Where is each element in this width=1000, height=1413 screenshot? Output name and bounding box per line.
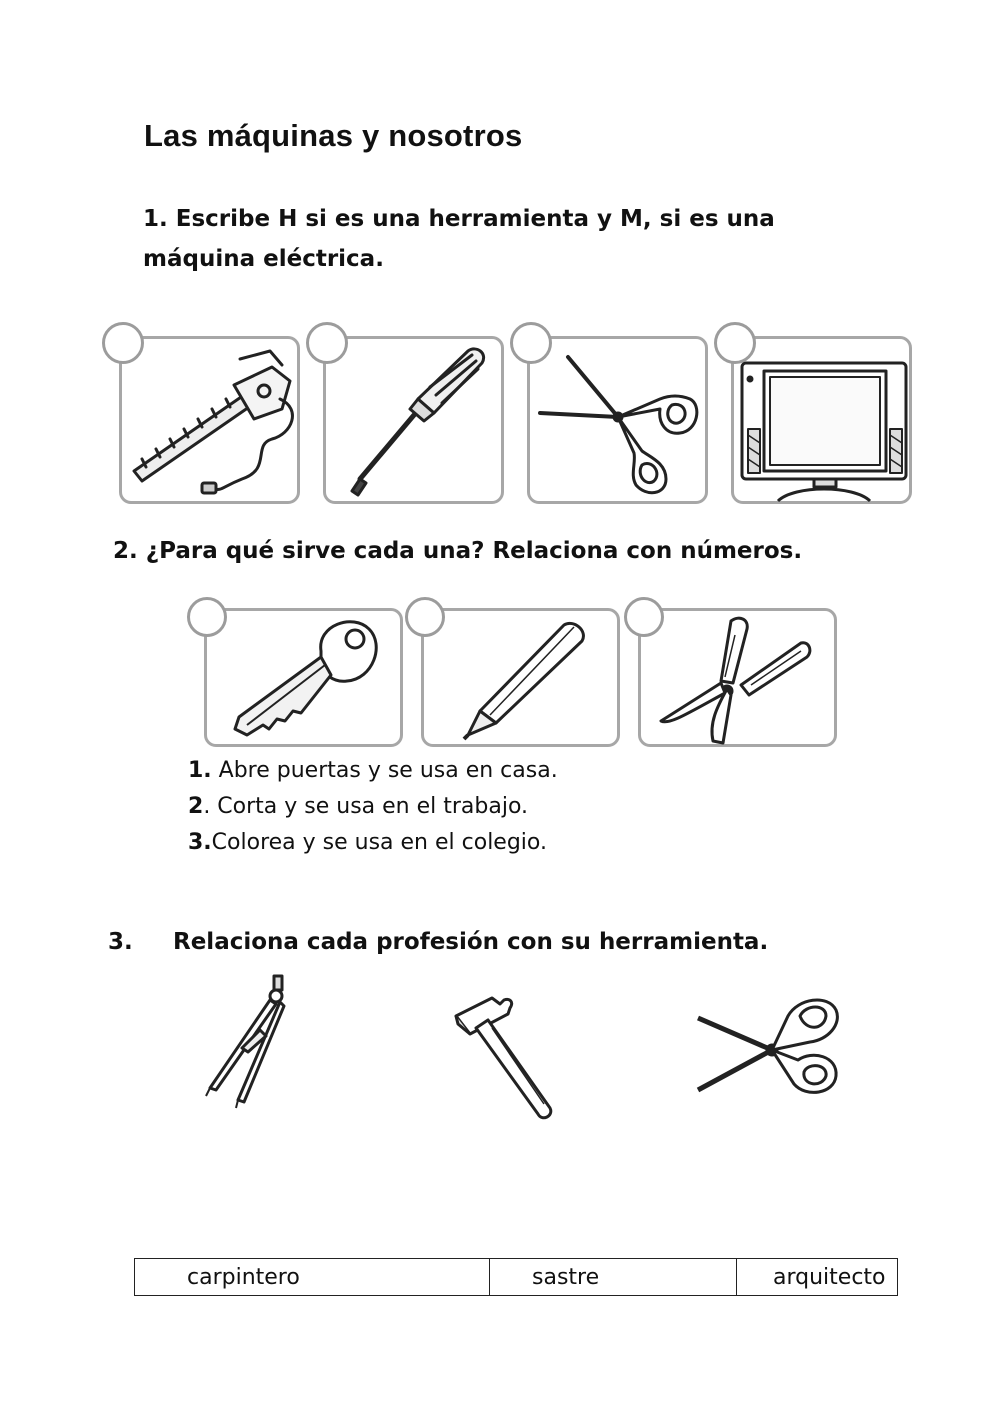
option-3-text: Colorea y se usa en el colegio. <box>211 830 547 855</box>
crayon-icon <box>424 611 623 750</box>
answer-box-crayon <box>421 608 620 747</box>
question-1-text: 1. Escribe H si es una herramienta y M, si es una máquina eléctrica. <box>143 206 775 272</box>
option-3 <box>188 825 558 861</box>
option-2-text: . Corta y se usa en el trabajo. <box>203 794 529 819</box>
answer-box-television <box>731 336 912 504</box>
answer-circle-crayon[interactable] <box>405 597 445 637</box>
answer-circle-1[interactable] <box>102 322 144 364</box>
answer-circle-key[interactable] <box>187 597 227 637</box>
profession-cell-1: carpintero <box>135 1259 490 1296</box>
question-3-text: Relaciona cada profesión con su herramienta. <box>173 929 769 955</box>
option-1-number: 1. <box>188 758 212 783</box>
option-1 <box>188 753 558 789</box>
answer-circle-pruning-shears[interactable] <box>624 597 664 637</box>
professions-table <box>134 1258 898 1296</box>
scissors-icon <box>530 339 711 507</box>
tool-scissors <box>688 990 848 1100</box>
question-3-number: 3. <box>108 929 133 955</box>
option-2 <box>188 789 558 825</box>
option-3-number: 3. <box>188 830 212 855</box>
profession-cell-2: sastre <box>490 1259 737 1296</box>
answer-box-hedge-trimmer <box>119 336 300 504</box>
answer-box-screwdriver <box>323 336 504 504</box>
key-icon <box>207 611 406 750</box>
option-2-number: 2 <box>188 794 204 819</box>
pruning-shears-icon <box>641 611 840 750</box>
page-title: Las máquinas y nosotros <box>144 118 523 153</box>
compass-icon <box>196 970 306 1110</box>
answer-box-pruning-shears <box>638 608 837 747</box>
scissors-icon <box>688 990 848 1100</box>
profession-cell-3: arquitecto <box>737 1259 898 1296</box>
hammer-icon <box>448 990 568 1120</box>
screwdriver-icon <box>326 339 507 507</box>
television-icon <box>734 339 915 507</box>
options-list <box>188 753 558 861</box>
hedge-trimmer-icon <box>122 339 303 507</box>
option-1-text: Abre puertas y se usa en casa. <box>211 758 558 783</box>
answer-box-key <box>204 608 403 747</box>
tool-hammer <box>448 990 568 1120</box>
answer-box-scissors <box>527 336 708 504</box>
answer-circle-3[interactable] <box>510 322 552 364</box>
question-2-text: 2. ¿Para qué sirve cada una? Relaciona con números. <box>113 538 803 564</box>
answer-circle-4[interactable] <box>714 322 756 364</box>
tool-compass <box>196 970 306 1110</box>
answer-circle-2[interactable] <box>306 322 348 364</box>
